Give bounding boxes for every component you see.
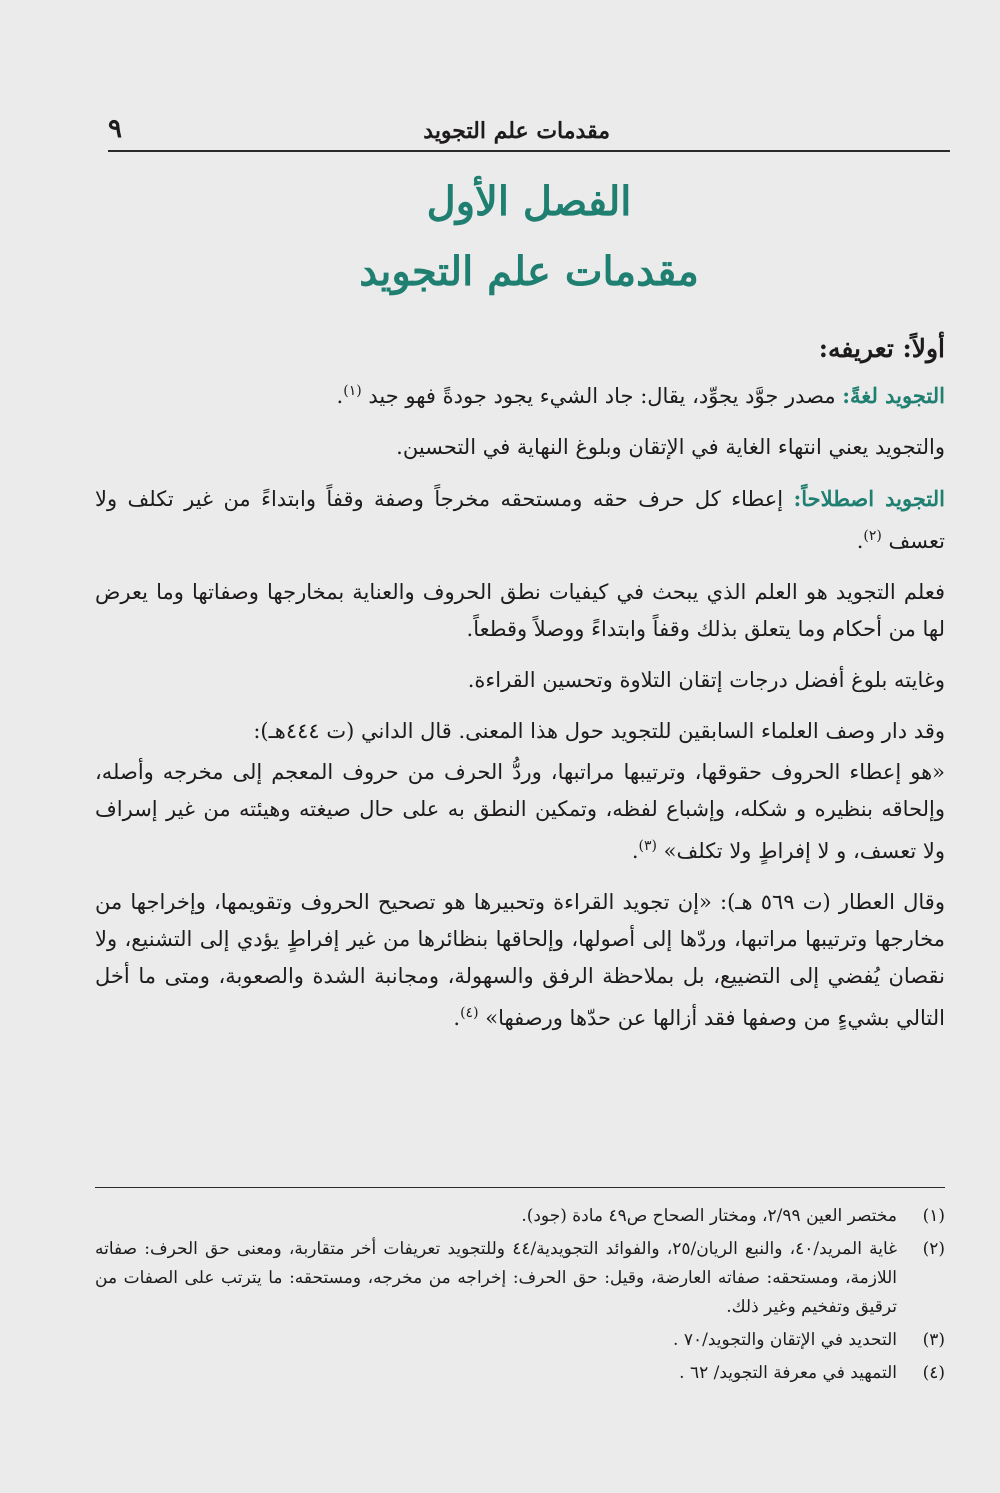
footnotes — [95, 1187, 945, 1392]
footnote-item — [95, 1235, 945, 1322]
paragraph-attar-quote — [95, 884, 945, 1037]
chapter-title: الفصل الأول — [426, 178, 632, 225]
paragraph-text: مصدر جوَّد يجوِّد، يقال: جاد الشيء يجود جودةً فهو جيد — [361, 384, 843, 408]
footnote-text: التحديد في الإتقان والتجويد/٧٠ . — [673, 1330, 897, 1350]
section-heading: أولاً: تعريفه: — [818, 334, 945, 363]
paragraph-text: إعطاء كل حرف حقه ومستحقه مخرجاً وصفة وقفاً وابتداءً من غير تكلف ولا تعسف — [95, 487, 945, 553]
quote-text: «هو إعطاء الحروف حقوقها، وترتيبها مراتبها، وردُّ الحرف من حروف المعجم إلى مخرجه وأصله، وإلحاقه بنظيره و شكله، وإشباع لفظه، وتمكين النطق به على حال صيغته وهيئته من غير إسراف ولا تعسف، و لا إفراطٍ ولا تكلف» — [95, 760, 945, 863]
paragraph-end: . — [631, 839, 639, 863]
body-text — [95, 330, 945, 1051]
term-technical: التجويد اصطلاحاً: — [793, 486, 945, 511]
paragraph-end: . — [453, 1006, 461, 1030]
footnote-item — [95, 1359, 945, 1388]
footnote-text: غاية المريد/٤٠، والنبع الريان/٢٥، والفوائد التجويدية/٤٤ وللتجويد تعريفات أخر متقاربة، ومعنى حق الحرف: صفاته اللازمة، ومستحقه: صفاته العارضة، وقيل: حق الحرف: إخراجه من مخرجه، ومستحقه: ما يترتب على الصفات من ترقيق وتفخيم وغير ذلك. — [95, 1239, 898, 1317]
footnote-text: مختصر العين ٢/٩٩، ومختار الصحاح ص٤٩ مادة (جود). — [521, 1206, 897, 1226]
running-title: مقدمات علم التجويد — [423, 118, 610, 144]
paragraph-end: . — [336, 384, 344, 408]
footnote-number: (٢) — [922, 1239, 945, 1259]
paragraph-science: فعلم التجويد هو العلم الذي يبحث في كيفيات نطق الحروف والعناية بمخارجها وصفاتها وما يعرض لها من أحكام وما يتعلق بذلك وقفاً وابتداءً ووصلاً وقطعاً. — [95, 580, 945, 641]
footnote-text: التمهيد في معرفة التجويد/ ٦٢ . — [679, 1363, 897, 1383]
running-head — [108, 108, 950, 152]
paragraph-technical-definition — [95, 480, 945, 560]
footnote-number: (٣) — [922, 1330, 945, 1350]
paragraph-dani-quote — [95, 754, 945, 870]
footnote-ref-1[interactable]: (١) — [343, 383, 362, 399]
footnote-ref-3[interactable]: (٣) — [638, 838, 657, 854]
paragraph-linguistic-definition — [95, 373, 945, 415]
footnote-item — [95, 1202, 945, 1231]
page-number: ٩ — [108, 114, 122, 144]
footnote-number: (١) — [922, 1206, 945, 1226]
paragraph-end: . — [856, 529, 864, 553]
term-linguistic: التجويد لغةً: — [842, 383, 945, 408]
paragraph-scholars: وقد دار وصف العلماء السابقين للتجويد حول هذا المعنى. قال الداني (ت ٤٤٤هـ): — [253, 719, 945, 743]
paragraph-meaning: والتجويد يعني انتهاء الغاية في الإتقان وبلوغ النهاية في التحسين. — [396, 435, 945, 459]
footnote-number: (٤) — [922, 1363, 945, 1383]
footnote-ref-2[interactable]: (٢) — [863, 528, 882, 544]
quote-text: وقال العطار (ت ٥٦٩ هـ): «إن تجويد القراءة وتحبيرها هو تصحيح الحروف وتقويمها، وإخراجها من مخارجها وترتيبها مراتبها، وردّها إلى أصولها، وإلحاقها بنظائرها من غير إفراطٍ يؤدي إلى التشنيع، ولا نقصان يُفضي إلى التضييع، بل بملاحظة الرفق والسهولة، ومجانبة الشدة والصعوبة، ومتى ما أخل التالي بشيءٍ من وصفها فقد أزالها عن حدّها ورصفها» — [95, 890, 945, 1030]
paragraph-goal: وغايته بلوغ أفضل درجات إتقان التلاوة وتحسين القراءة. — [467, 668, 945, 692]
footnote-ref-4[interactable]: (٤) — [460, 1005, 479, 1021]
chapter-subtitle: مقدمات علم التجويد — [359, 248, 699, 295]
footnote-item — [95, 1326, 945, 1355]
